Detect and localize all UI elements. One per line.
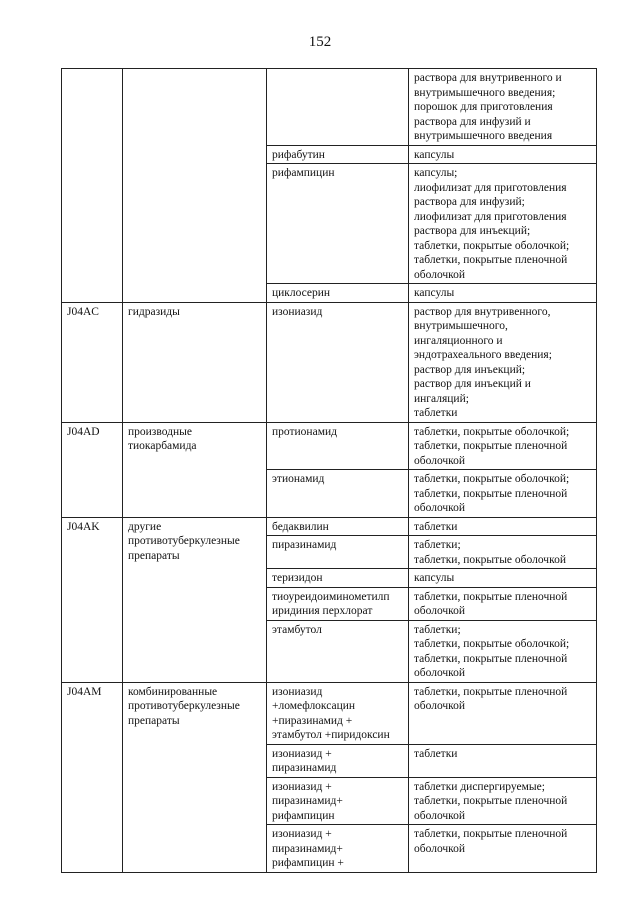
drug-cell: изониазид + пиразинамид bbox=[267, 744, 409, 777]
atc-code-cell bbox=[62, 69, 123, 303]
forms-cell: таблетки; таблетки, покрытые оболочкой; таблетки, покрытые пленочной оболочкой bbox=[409, 620, 597, 682]
drug-cell: рифабутин bbox=[267, 145, 409, 164]
drug-cell: этамбутол bbox=[267, 620, 409, 682]
table-row bbox=[62, 517, 597, 536]
drug-cell: этионамид bbox=[267, 470, 409, 518]
forms-cell: таблетки, покрытые пленочной оболочкой bbox=[409, 587, 597, 620]
forms-cell: капсулы bbox=[409, 569, 597, 588]
drug-cell bbox=[267, 69, 409, 146]
forms-cell: таблетки, покрытые пленочной оболочкой bbox=[409, 682, 597, 744]
drug-cell: рифампицин bbox=[267, 164, 409, 284]
table-row bbox=[62, 302, 597, 422]
table-row bbox=[62, 682, 597, 744]
atc-code-cell: J04AD bbox=[62, 422, 123, 517]
forms-cell: таблетки диспергируемые; таблетки, покрытые пленочной оболочкой bbox=[409, 777, 597, 825]
drug-cell: тиоуреидоиминометилп иридиния перхлорат bbox=[267, 587, 409, 620]
drug-cell: теризидон bbox=[267, 569, 409, 588]
group-cell: гидразиды bbox=[123, 302, 267, 422]
forms-cell: капсулы bbox=[409, 284, 597, 303]
forms-cell: таблетки bbox=[409, 744, 597, 777]
drug-cell: изониазид + пиразинамид+ рифампицин + bbox=[267, 825, 409, 873]
page-number: 152 bbox=[308, 34, 332, 50]
forms-cell: раствора для внутривенного и внутримышечного введения; порошок для приготовления раствора для инфузий и внутримышечного введения bbox=[409, 69, 597, 146]
group-cell: производные тиокарбамида bbox=[123, 422, 267, 517]
forms-cell: таблетки; таблетки, покрытые оболочкой bbox=[409, 536, 597, 569]
atc-code-cell: J04AM bbox=[62, 682, 123, 872]
forms-cell: раствор для внутривенного, внутримышечного, ингаляционного и эндотрахеального введения; раствор для инъекций; раствор для инъекций и ингаляций; таблетки bbox=[409, 302, 597, 422]
forms-cell: таблетки bbox=[409, 517, 597, 536]
group-cell: комбинированные противотуберкулезные препараты bbox=[123, 682, 267, 872]
atc-code-cell: J04AK bbox=[62, 517, 123, 682]
atc-code-cell: J04AC bbox=[62, 302, 123, 422]
drug-cell: изониазид + пиразинамид+ рифампицин bbox=[267, 777, 409, 825]
forms-cell: капсулы bbox=[409, 145, 597, 164]
drug-cell: бедаквилин bbox=[267, 517, 409, 536]
drug-cell: циклосерин bbox=[267, 284, 409, 303]
drug-cell: изониазид +ломефлоксацин +пиразинамид + этамбутол +пиридоксин bbox=[267, 682, 409, 744]
drug-cell: пиразинамид bbox=[267, 536, 409, 569]
forms-cell: таблетки, покрытые оболочкой; таблетки, покрытые пленочной оболочкой bbox=[409, 470, 597, 518]
drug-table bbox=[61, 68, 597, 873]
forms-cell: таблетки, покрытые оболочкой; таблетки, покрытые пленочной оболочкой bbox=[409, 422, 597, 470]
group-cell: другие противотуберкулезные препараты bbox=[123, 517, 267, 682]
table-row bbox=[62, 69, 597, 146]
group-cell bbox=[123, 69, 267, 303]
table-row bbox=[62, 422, 597, 470]
forms-cell: таблетки, покрытые пленочной оболочкой bbox=[409, 825, 597, 873]
drug-cell: изониазид bbox=[267, 302, 409, 422]
drug-cell: протионамид bbox=[267, 422, 409, 470]
forms-cell: капсулы; лиофилизат для приготовления раствора для инфузий; лиофилизат для приготовления раствора для инъекций; таблетки, покрытые оболочкой; таблетки, покрытые пленочной оболочкой bbox=[409, 164, 597, 284]
